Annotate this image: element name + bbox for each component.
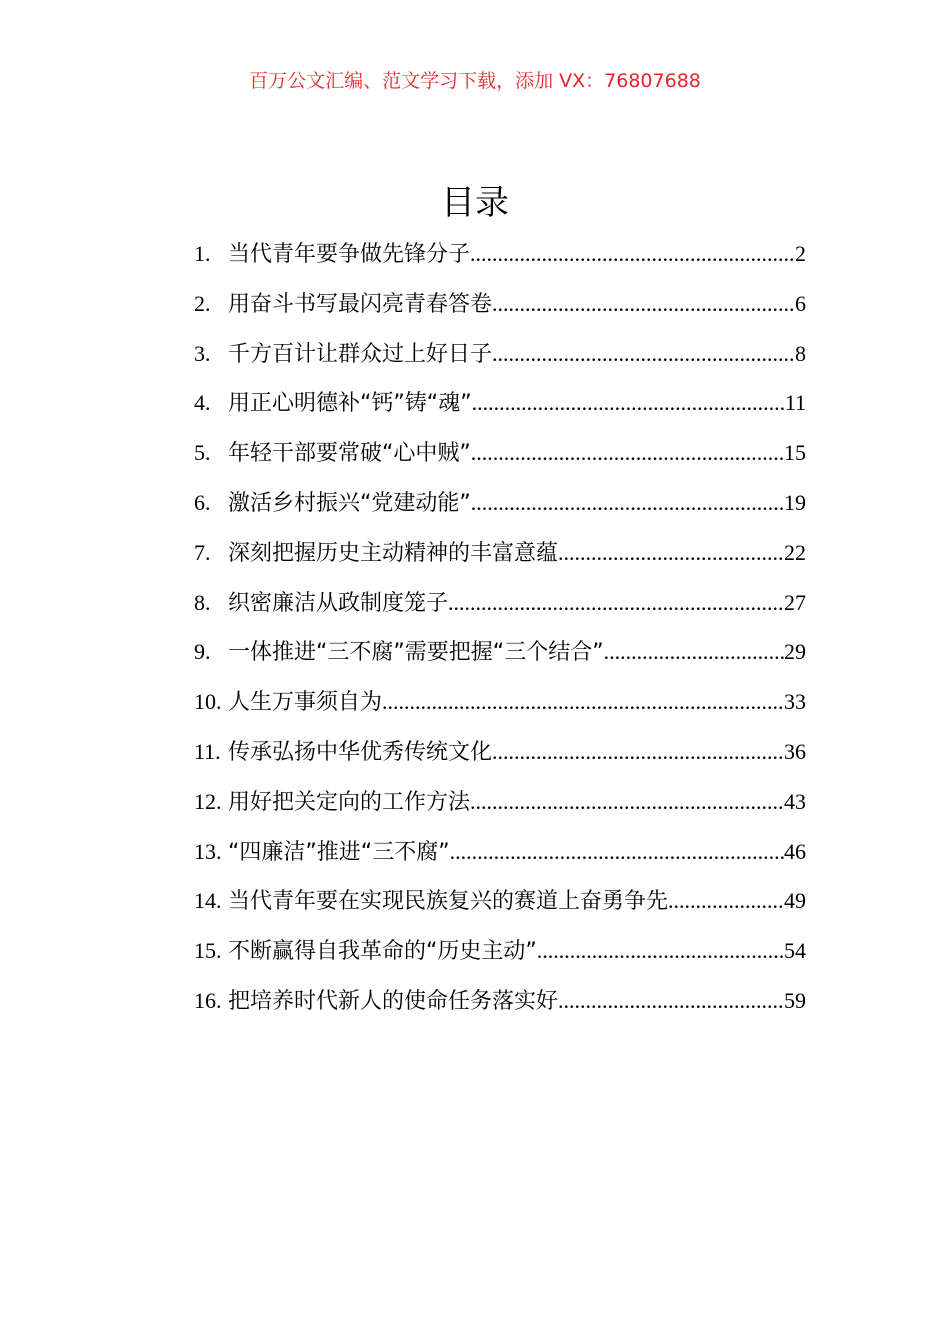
toc-entry-11[interactable] bbox=[194, 727, 806, 777]
toc-entry-14[interactable] bbox=[194, 876, 806, 926]
toc-page-number: 8 bbox=[795, 340, 806, 366]
toc-leader-dots bbox=[471, 428, 784, 478]
toc-number: 3. bbox=[194, 340, 211, 366]
toc-number: 5. bbox=[194, 440, 211, 466]
toc-leader-dots bbox=[471, 478, 784, 528]
toc-page-number: 43 bbox=[784, 788, 806, 814]
toc-number: 14. bbox=[194, 888, 222, 914]
toc-page-number: 59 bbox=[784, 987, 806, 1013]
page-title: 目录 bbox=[441, 183, 509, 223]
toc-leader-dots bbox=[537, 926, 784, 976]
toc-title: 用好把关定向的工作方法 bbox=[228, 789, 471, 815]
toc-page-number: 29 bbox=[784, 639, 806, 665]
toc-leader-dots bbox=[492, 329, 795, 379]
toc-number: 11. bbox=[194, 738, 221, 764]
toc-title: 织密廉洁从政制度笼子 bbox=[228, 590, 449, 616]
toc-leader-dots bbox=[668, 876, 784, 926]
table-of-contents bbox=[194, 229, 806, 1026]
toc-page-number: 22 bbox=[784, 539, 806, 565]
toc-leader-dots bbox=[470, 229, 795, 279]
toc-leader-dots bbox=[450, 827, 784, 877]
toc-entry-6[interactable] bbox=[194, 478, 806, 528]
toc-entry-4[interactable] bbox=[194, 378, 806, 428]
toc-number: 13. bbox=[194, 838, 222, 864]
toc-number: 2. bbox=[194, 290, 211, 316]
toc-entry-8[interactable] bbox=[194, 578, 806, 628]
toc-page-number: 46 bbox=[784, 838, 806, 864]
toc-entry-1[interactable] bbox=[194, 229, 806, 279]
toc-leader-dots bbox=[492, 279, 795, 329]
toc-page-number: 2 bbox=[795, 241, 806, 266]
toc-number: 4. bbox=[194, 390, 211, 416]
toc-title: “四廉洁”推进“三不腐” bbox=[228, 839, 450, 865]
toc-leader-dots bbox=[382, 677, 784, 727]
toc-title: 用奋斗书写最闪亮青春答卷 bbox=[228, 291, 493, 317]
toc-page-number: 6 bbox=[795, 290, 806, 316]
toc-number: 16. bbox=[194, 987, 222, 1013]
toc-title: 当代青年要争做先锋分子 bbox=[228, 242, 471, 267]
toc-number: 1. bbox=[194, 241, 211, 266]
toc-title: 当代青年要在实现民族复兴的赛道上奋勇争先 bbox=[228, 889, 669, 915]
toc-entry-5[interactable] bbox=[194, 428, 806, 478]
toc-entry-9[interactable] bbox=[194, 627, 806, 677]
toc-leader-dots bbox=[558, 528, 784, 578]
toc-entry-7[interactable] bbox=[194, 528, 806, 578]
toc-entry-15[interactable] bbox=[194, 926, 806, 976]
toc-entry-12[interactable] bbox=[194, 777, 806, 827]
toc-number: 8. bbox=[194, 589, 211, 615]
toc-leader-dots bbox=[470, 777, 784, 827]
toc-title: 年轻干部要常破“心中贼” bbox=[228, 441, 471, 467]
toc-number: 10. bbox=[194, 689, 222, 715]
toc-entry-10[interactable] bbox=[194, 677, 806, 727]
toc-entry-13[interactable] bbox=[194, 827, 806, 877]
toc-title: 传承弘扬中华优秀传统文化 bbox=[228, 739, 493, 765]
toc-page-number: 11 bbox=[784, 390, 806, 416]
toc-page-number: 54 bbox=[784, 938, 806, 964]
toc-title: 一体推进“三不腐”需要把握“三个结合” bbox=[228, 640, 604, 666]
toc-page-number: 15 bbox=[784, 440, 806, 466]
toc-title: 把培养时代新人的使命任务落实好 bbox=[228, 988, 559, 1014]
toc-leader-dots bbox=[448, 578, 784, 628]
toc-title: 不断赢得自我革命的“历史主动” bbox=[228, 939, 537, 965]
toc-number: 12. bbox=[194, 788, 222, 814]
toc-page-number: 27 bbox=[784, 589, 806, 615]
toc-title: 千方百计让群众过上好日子 bbox=[228, 341, 493, 367]
toc-page-number: 33 bbox=[784, 689, 806, 715]
toc-number: 6. bbox=[194, 489, 211, 515]
toc-entry-16[interactable] bbox=[194, 976, 806, 1026]
toc-title: 人生万事须自为 bbox=[228, 690, 383, 716]
toc-title: 深刻把握历史主动精神的丰富意蕴 bbox=[228, 540, 559, 566]
toc-entry-2[interactable] bbox=[194, 279, 806, 329]
toc-page-number: 19 bbox=[784, 489, 806, 515]
toc-leader-dots bbox=[492, 727, 784, 777]
toc-page-number: 49 bbox=[784, 888, 806, 914]
toc-number: 7. bbox=[194, 539, 211, 565]
toc-page-number: 36 bbox=[784, 738, 806, 764]
watermark-header: 百万公文汇编、范文学习下载，添加 VX：76807688 bbox=[249, 70, 701, 92]
toc-entry-3[interactable] bbox=[194, 329, 806, 379]
toc-leader-dots bbox=[604, 627, 784, 677]
toc-title: 激活乡村振兴“党建动能” bbox=[228, 490, 471, 516]
toc-leader-dots bbox=[472, 378, 785, 428]
toc-number: 15. bbox=[194, 938, 222, 964]
toc-title: 用正心明德补“钙”铸“魂” bbox=[228, 391, 472, 417]
toc-number: 9. bbox=[194, 639, 211, 665]
toc-leader-dots bbox=[558, 976, 784, 1026]
